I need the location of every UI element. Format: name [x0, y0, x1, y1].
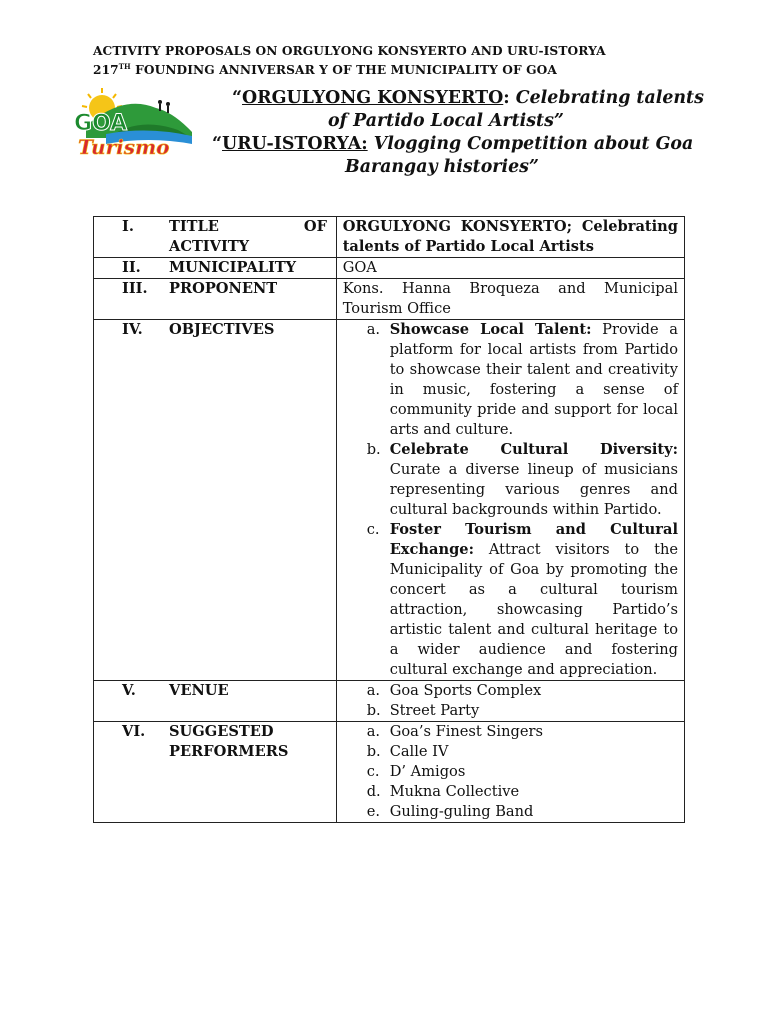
row-value: Kons. Hanna Broqueza and Municipal Tourism Office [342, 280, 678, 317]
row-label: PROPONENT [169, 280, 278, 297]
row-number: III. [122, 280, 148, 297]
title-1-line-2: of Partido Local Artists” [328, 111, 564, 131]
list-item: b. Calle IV [366, 743, 449, 760]
list-item: c. Foster Tourism and Cultural Exchange: Attract visitors to the Municipality of Goa by promoting the concert as a cultural tourism attraction, showcasing Partido’s artistic talent and cultural heritage to a wider audience and fostering cultural exchange and appreciation. [366, 521, 678, 678]
document-header [93, 43, 606, 78]
header-superscript: TH [118, 62, 131, 71]
table-row-venue [94, 681, 685, 722]
venue-list [337, 681, 684, 721]
list-item: e. Guling-guling Band [366, 803, 534, 820]
row-value: ORGULYONG KONSYERTO; Celebrating talents of Partido Local Artists [342, 218, 678, 255]
list-item: b. Celebrate Cultural Diversity: Curate a diverse lineup of musicians representing various genres and cultural backgrounds within Partido. [366, 441, 678, 518]
row-number: II. [122, 259, 141, 276]
header-number: 217 [93, 63, 119, 78]
proposal-table [93, 216, 685, 823]
row-label: MUNICIPALITY [169, 259, 297, 276]
row-number: IV. [122, 321, 143, 338]
table-row-municipality [94, 258, 685, 279]
row-label: TITLE OF ACTIVITY [169, 218, 327, 255]
row-value: GOA [342, 259, 377, 276]
svg-text:GOA: GOA [74, 111, 128, 136]
objectives-list [337, 320, 684, 680]
table-row-objectives [94, 320, 685, 681]
goa-turismo-logo [68, 86, 194, 162]
table-row-title [94, 217, 685, 258]
table-row-performers [94, 722, 685, 823]
list-item: c. D’ Amigos [366, 763, 466, 780]
title-2-line-1: “URU-ISTORYA: Vlogging Competition about Goa [212, 134, 694, 154]
list-item: a. Goa Sports Complex [366, 682, 542, 699]
title-1-line-1: “ORGULYONG KONSYERTO: Celebrating talents [232, 88, 704, 108]
row-number: V. [122, 682, 136, 699]
list-item: a. Showcase Local Talent: Provide a platform for local artists from Partido to showcase their talent and creativity in music, fostering a sense of community pride and support for local arts and culture. [366, 321, 678, 438]
row-number: I. [122, 218, 134, 235]
header-rest: FOUNDING ANNIVERSAR Y OF THE MUNICIPALITY OF GOA [130, 63, 557, 78]
header-line-2 [93, 59, 606, 78]
header-line-1: ACTIVITY PROPOSALS ON ORGULYONG KONSYERTO AND URU-ISTORYA [93, 44, 606, 58]
list-item: d. Mukna Collective [366, 783, 520, 800]
row-label: OBJECTIVES [169, 321, 275, 338]
svg-text:Turismo: Turismo [78, 135, 170, 159]
row-label: VENUE [169, 682, 229, 699]
title-2-line-2: Barangay histories” [345, 157, 539, 177]
row-label: SUGGESTED PERFORMERS [169, 723, 289, 760]
table-row-proponent [94, 279, 685, 320]
list-item: b. Street Party [366, 702, 480, 719]
row-number: VI. [122, 723, 146, 740]
performers-list [337, 722, 684, 822]
list-item: a. Goa’s Finest Singers [366, 723, 543, 740]
